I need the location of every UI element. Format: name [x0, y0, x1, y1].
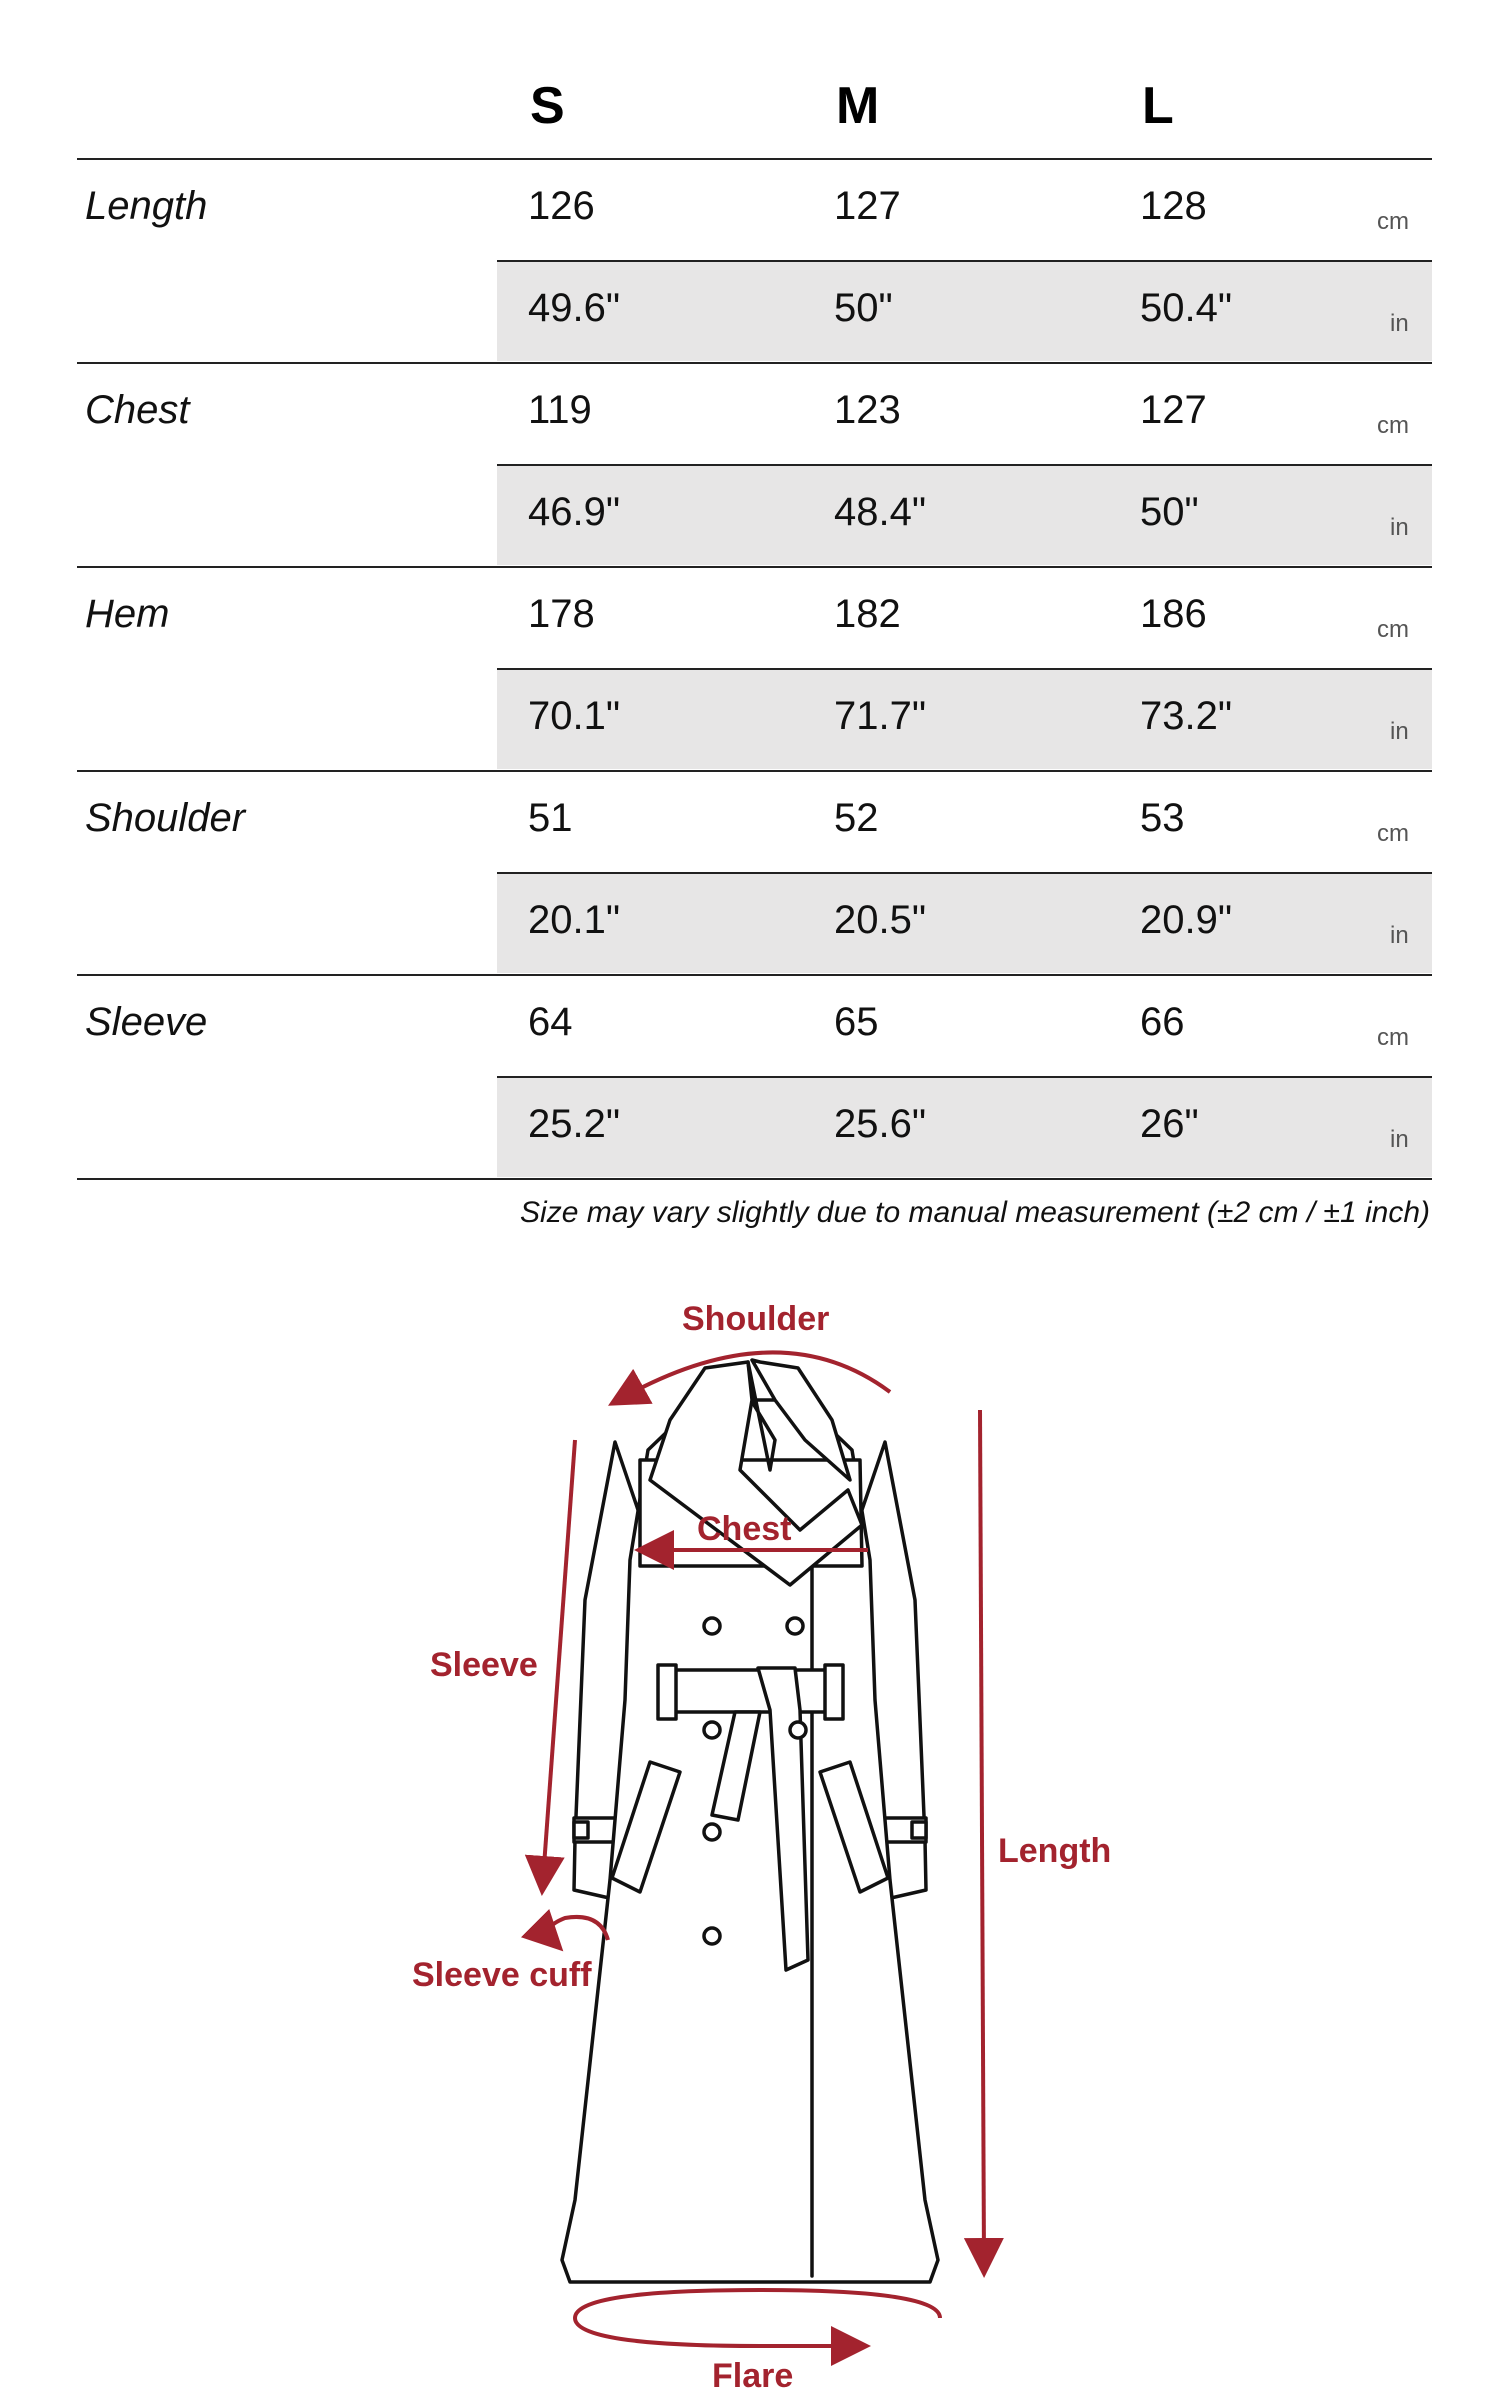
- cell-hem-l-in: 73.2": [1140, 694, 1233, 738]
- row-label-sleeve: Sleeve: [85, 1000, 208, 1044]
- group-divider: [77, 362, 1432, 364]
- row-divider: [497, 464, 1432, 466]
- group-divider: [77, 566, 1432, 568]
- cell-chest-s-in: 46.9": [528, 490, 621, 534]
- cell-shoulder-m-cm: 52: [834, 796, 879, 840]
- cell-chest-l-cm: 127: [1140, 388, 1207, 432]
- size-header-l: L: [1142, 77, 1174, 135]
- cell-hem-m-cm: 182: [834, 592, 901, 636]
- unit-in: in: [1390, 718, 1409, 745]
- unit-cm: cm: [1377, 1024, 1409, 1051]
- unit-cm: cm: [1377, 616, 1409, 643]
- cell-chest-s-cm: 119: [528, 388, 592, 432]
- label-length: Length: [998, 1832, 1112, 1870]
- cell-sleeve-l-in: 26": [1140, 1102, 1199, 1146]
- cell-sleeve-s-in: 25.2": [528, 1102, 621, 1146]
- cell-length-s-cm: 126: [528, 184, 595, 228]
- unit-cm: cm: [1377, 820, 1409, 847]
- label-sleeve-cuff: Sleeve cuff: [412, 1956, 592, 1994]
- unit-cm: cm: [1377, 208, 1409, 235]
- cell-shoulder-s-cm: 51: [528, 796, 573, 840]
- cell-hem-s-in: 70.1": [528, 694, 621, 738]
- row-divider: [497, 260, 1432, 262]
- coat-illustration: [562, 1360, 938, 2282]
- row-shade: [497, 1078, 1432, 1177]
- unit-in: in: [1390, 310, 1409, 337]
- cell-sleeve-s-cm: 64: [528, 1000, 573, 1044]
- table-bottom-rule: [77, 1178, 1432, 1180]
- unit-in: in: [1390, 1126, 1409, 1153]
- cell-sleeve-m-cm: 65: [834, 1000, 879, 1044]
- cell-chest-m-cm: 123: [834, 388, 901, 432]
- cell-length-l-in: 50.4": [1140, 286, 1233, 330]
- label-sleeve: Sleeve: [430, 1646, 538, 1684]
- label-flare: Flare: [712, 2357, 794, 2395]
- row-label-hem: Hem: [85, 592, 170, 636]
- label-shoulder: Shoulder: [682, 1300, 830, 1338]
- row-shade: [497, 262, 1432, 361]
- table-top-rule: [77, 158, 1432, 160]
- cell-length-m-in: 50": [834, 286, 893, 330]
- cell-hem-m-in: 71.7": [834, 694, 927, 738]
- size-header-s: S: [530, 77, 565, 135]
- cell-length-m-cm: 127: [834, 184, 901, 228]
- row-divider: [497, 1076, 1432, 1078]
- row-shade: [497, 466, 1432, 565]
- label-chest: Chest: [697, 1510, 792, 1548]
- row-shade: [497, 874, 1432, 973]
- cell-shoulder-s-in: 20.1": [528, 898, 621, 942]
- cell-chest-m-in: 48.4": [834, 490, 927, 534]
- group-divider: [77, 770, 1432, 772]
- cell-sleeve-m-in: 25.6": [834, 1102, 927, 1146]
- unit-cm: cm: [1377, 412, 1409, 439]
- group-divider: [77, 974, 1432, 976]
- unit-in: in: [1390, 514, 1409, 541]
- row-divider: [497, 872, 1432, 874]
- row-label-length: Length: [85, 184, 208, 228]
- cell-length-s-in: 49.6": [528, 286, 621, 330]
- row-shade: [497, 670, 1432, 769]
- size-header-m: M: [836, 77, 880, 135]
- coat-measurement-diagram: [0, 1260, 1500, 2400]
- cell-hem-s-cm: 178: [528, 592, 595, 636]
- cell-hem-l-cm: 186: [1140, 592, 1207, 636]
- row-divider: [497, 668, 1432, 670]
- measurement-note: Size may vary slightly due to manual measurement (±2 cm / ±1 inch): [520, 1196, 1430, 1229]
- cell-shoulder-l-in: 20.9": [1140, 898, 1233, 942]
- row-label-shoulder: Shoulder: [85, 796, 246, 840]
- cell-chest-l-in: 50": [1140, 490, 1199, 534]
- cell-shoulder-l-cm: 53: [1140, 796, 1185, 840]
- row-label-chest: Chest: [85, 388, 190, 432]
- cell-shoulder-m-in: 20.5": [834, 898, 927, 942]
- cell-sleeve-l-cm: 66: [1140, 1000, 1185, 1044]
- unit-in: in: [1390, 922, 1409, 949]
- cell-length-l-cm: 128: [1140, 184, 1207, 228]
